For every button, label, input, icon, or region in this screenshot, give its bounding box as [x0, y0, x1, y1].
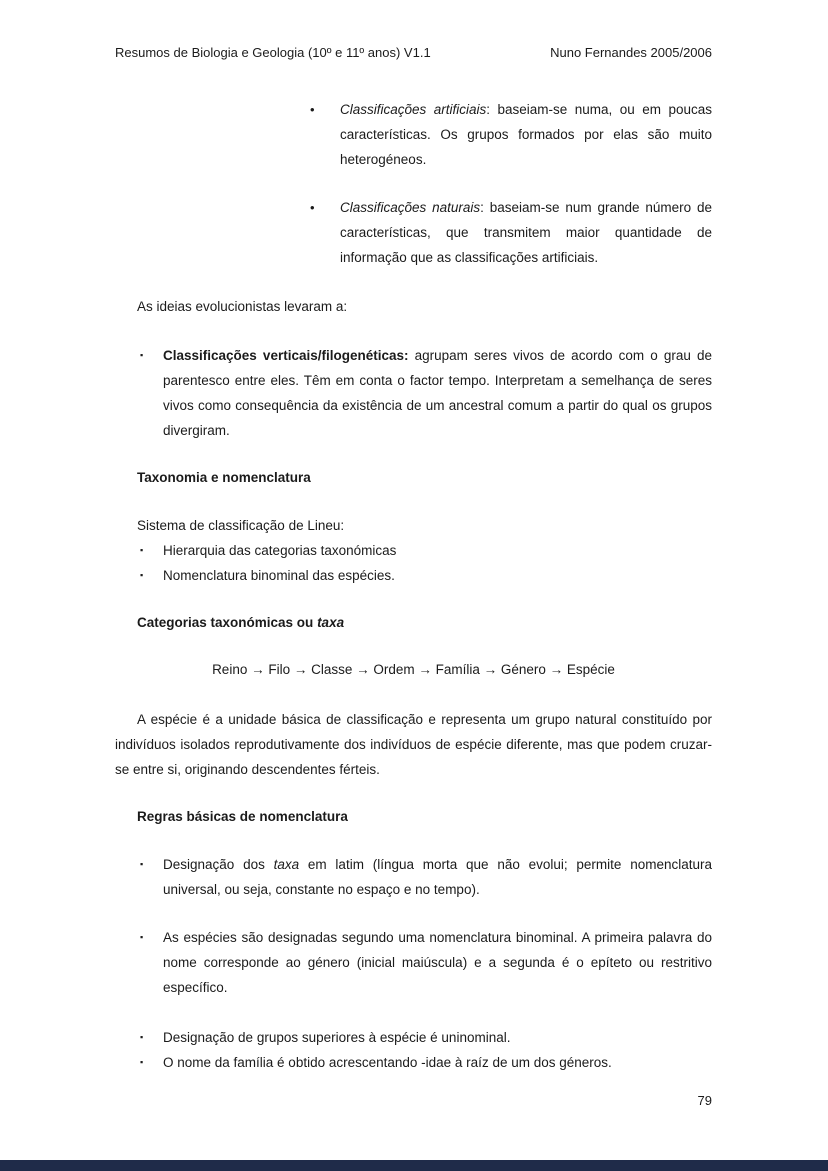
list-item-text: Nomenclatura binominal das espécies.	[163, 568, 395, 583]
list-item-text: O nome da família é obtido acrescentando -idae à raíz de um dos géneros.	[163, 1055, 612, 1070]
list-item-text: Hierarquia das categorias taxonómicas	[163, 543, 397, 558]
square-bullet-icon: ▪	[140, 570, 144, 580]
list-item-text: As espécies são designadas segundo uma nomenclatura binominal. A primeira palavra do nome corresponde ao género (inicial maiúscula) e a segunda é o epíteto ou restritivo específico.	[163, 930, 712, 995]
square-bullet-icon: ▪	[140, 545, 144, 555]
intro-sentence: As ideias evolucionistas levaram a:	[137, 299, 348, 314]
list-item-text	[340, 195, 712, 270]
list-item-naturais	[310, 195, 712, 270]
header-author: Nuno Fernandes 2005/2006	[550, 45, 712, 60]
square-bullet-icon: ▪	[140, 932, 144, 942]
list-item-text: Designação de grupos superiores à espécie é uninominal.	[163, 1030, 511, 1045]
regras1-pre: Designação dos	[163, 857, 274, 872]
round-bullet-icon: •	[310, 200, 315, 215]
term-taxa: taxa	[273, 857, 300, 872]
header-title: Resumos de Biologia e Geologia (10º e 11º anos) V1.1	[115, 45, 431, 60]
square-bullet-icon: ▪	[140, 350, 144, 360]
list-item-body: : baseiam-se num grande número de características, que transmitem maior quantidade de informação que as classificações artificiais.	[340, 200, 712, 265]
list-item-text	[163, 852, 712, 902]
page-header	[0, 0, 828, 61]
page-number: 79	[697, 1093, 712, 1108]
term-naturais: Classificações naturais	[340, 200, 481, 215]
list-item-text	[163, 343, 712, 443]
especie-paragraph: A espécie é a unidade básica de classificação e representa um grupo natural constituído por indivíduos isolados reprodutivamente dos indivíduos de espécie diferente, mas que podem cruzar-se entre si, originando descendentes férteis.	[115, 712, 712, 777]
square-bullet-icon: ▪	[140, 859, 144, 869]
regras1-post: em latim (língua morta que não evolui; permite nomenclatura universal, ou seja, constante no espaço e no tempo).	[163, 857, 712, 897]
heading-categorias-prefix: Categorias taxonómicas ou	[137, 615, 318, 630]
list-item-regras-1	[140, 852, 712, 902]
page-content	[0, 97, 828, 1113]
list-item-artificiais	[310, 97, 712, 172]
square-bullet-icon: ▪	[140, 1032, 144, 1042]
list-item-body: : baseiam-se numa, ou em poucas características. Os grupos formados por elas são muito heterogéneos.	[340, 102, 712, 167]
term-taxa: taxa	[317, 615, 345, 630]
list-item-regras-3	[140, 1025, 712, 1050]
term-verticais: Classificações verticais/filogenéticas:	[163, 348, 409, 363]
taxonomic-hierarchy-line: Reino → Filo → Classe → Ordem → Família → Género → Espécie	[212, 662, 615, 677]
round-bullet-icon: •	[310, 102, 315, 117]
lineu-intro: Sistema de classificação de Lineu:	[137, 518, 345, 533]
list-item-body: agrupam seres vivos de acordo com o grau de parentesco entre eles. Têm em conta o factor tempo. Interpretam a semelhança de seres vivos como consequência da existência de um ancestral comum a partir do qual os grupos divergiram.	[163, 348, 712, 438]
list-item-nomenclatura	[140, 563, 712, 588]
list-item-regras-2	[140, 925, 712, 1000]
heading-categorias	[137, 610, 712, 635]
heading-taxonomia: Taxonomia e nomenclatura	[137, 470, 311, 485]
heading-regras: Regras básicas de nomenclatura	[137, 809, 348, 824]
list-item-regras-4	[140, 1050, 712, 1075]
list-item-verticais	[140, 343, 712, 443]
list-item-text	[340, 97, 712, 172]
list-item-hierarquia	[140, 538, 712, 563]
square-bullet-icon: ▪	[140, 1057, 144, 1067]
term-artificiais: Classificações artificiais	[340, 102, 487, 117]
window-edge-bar	[0, 1160, 828, 1171]
